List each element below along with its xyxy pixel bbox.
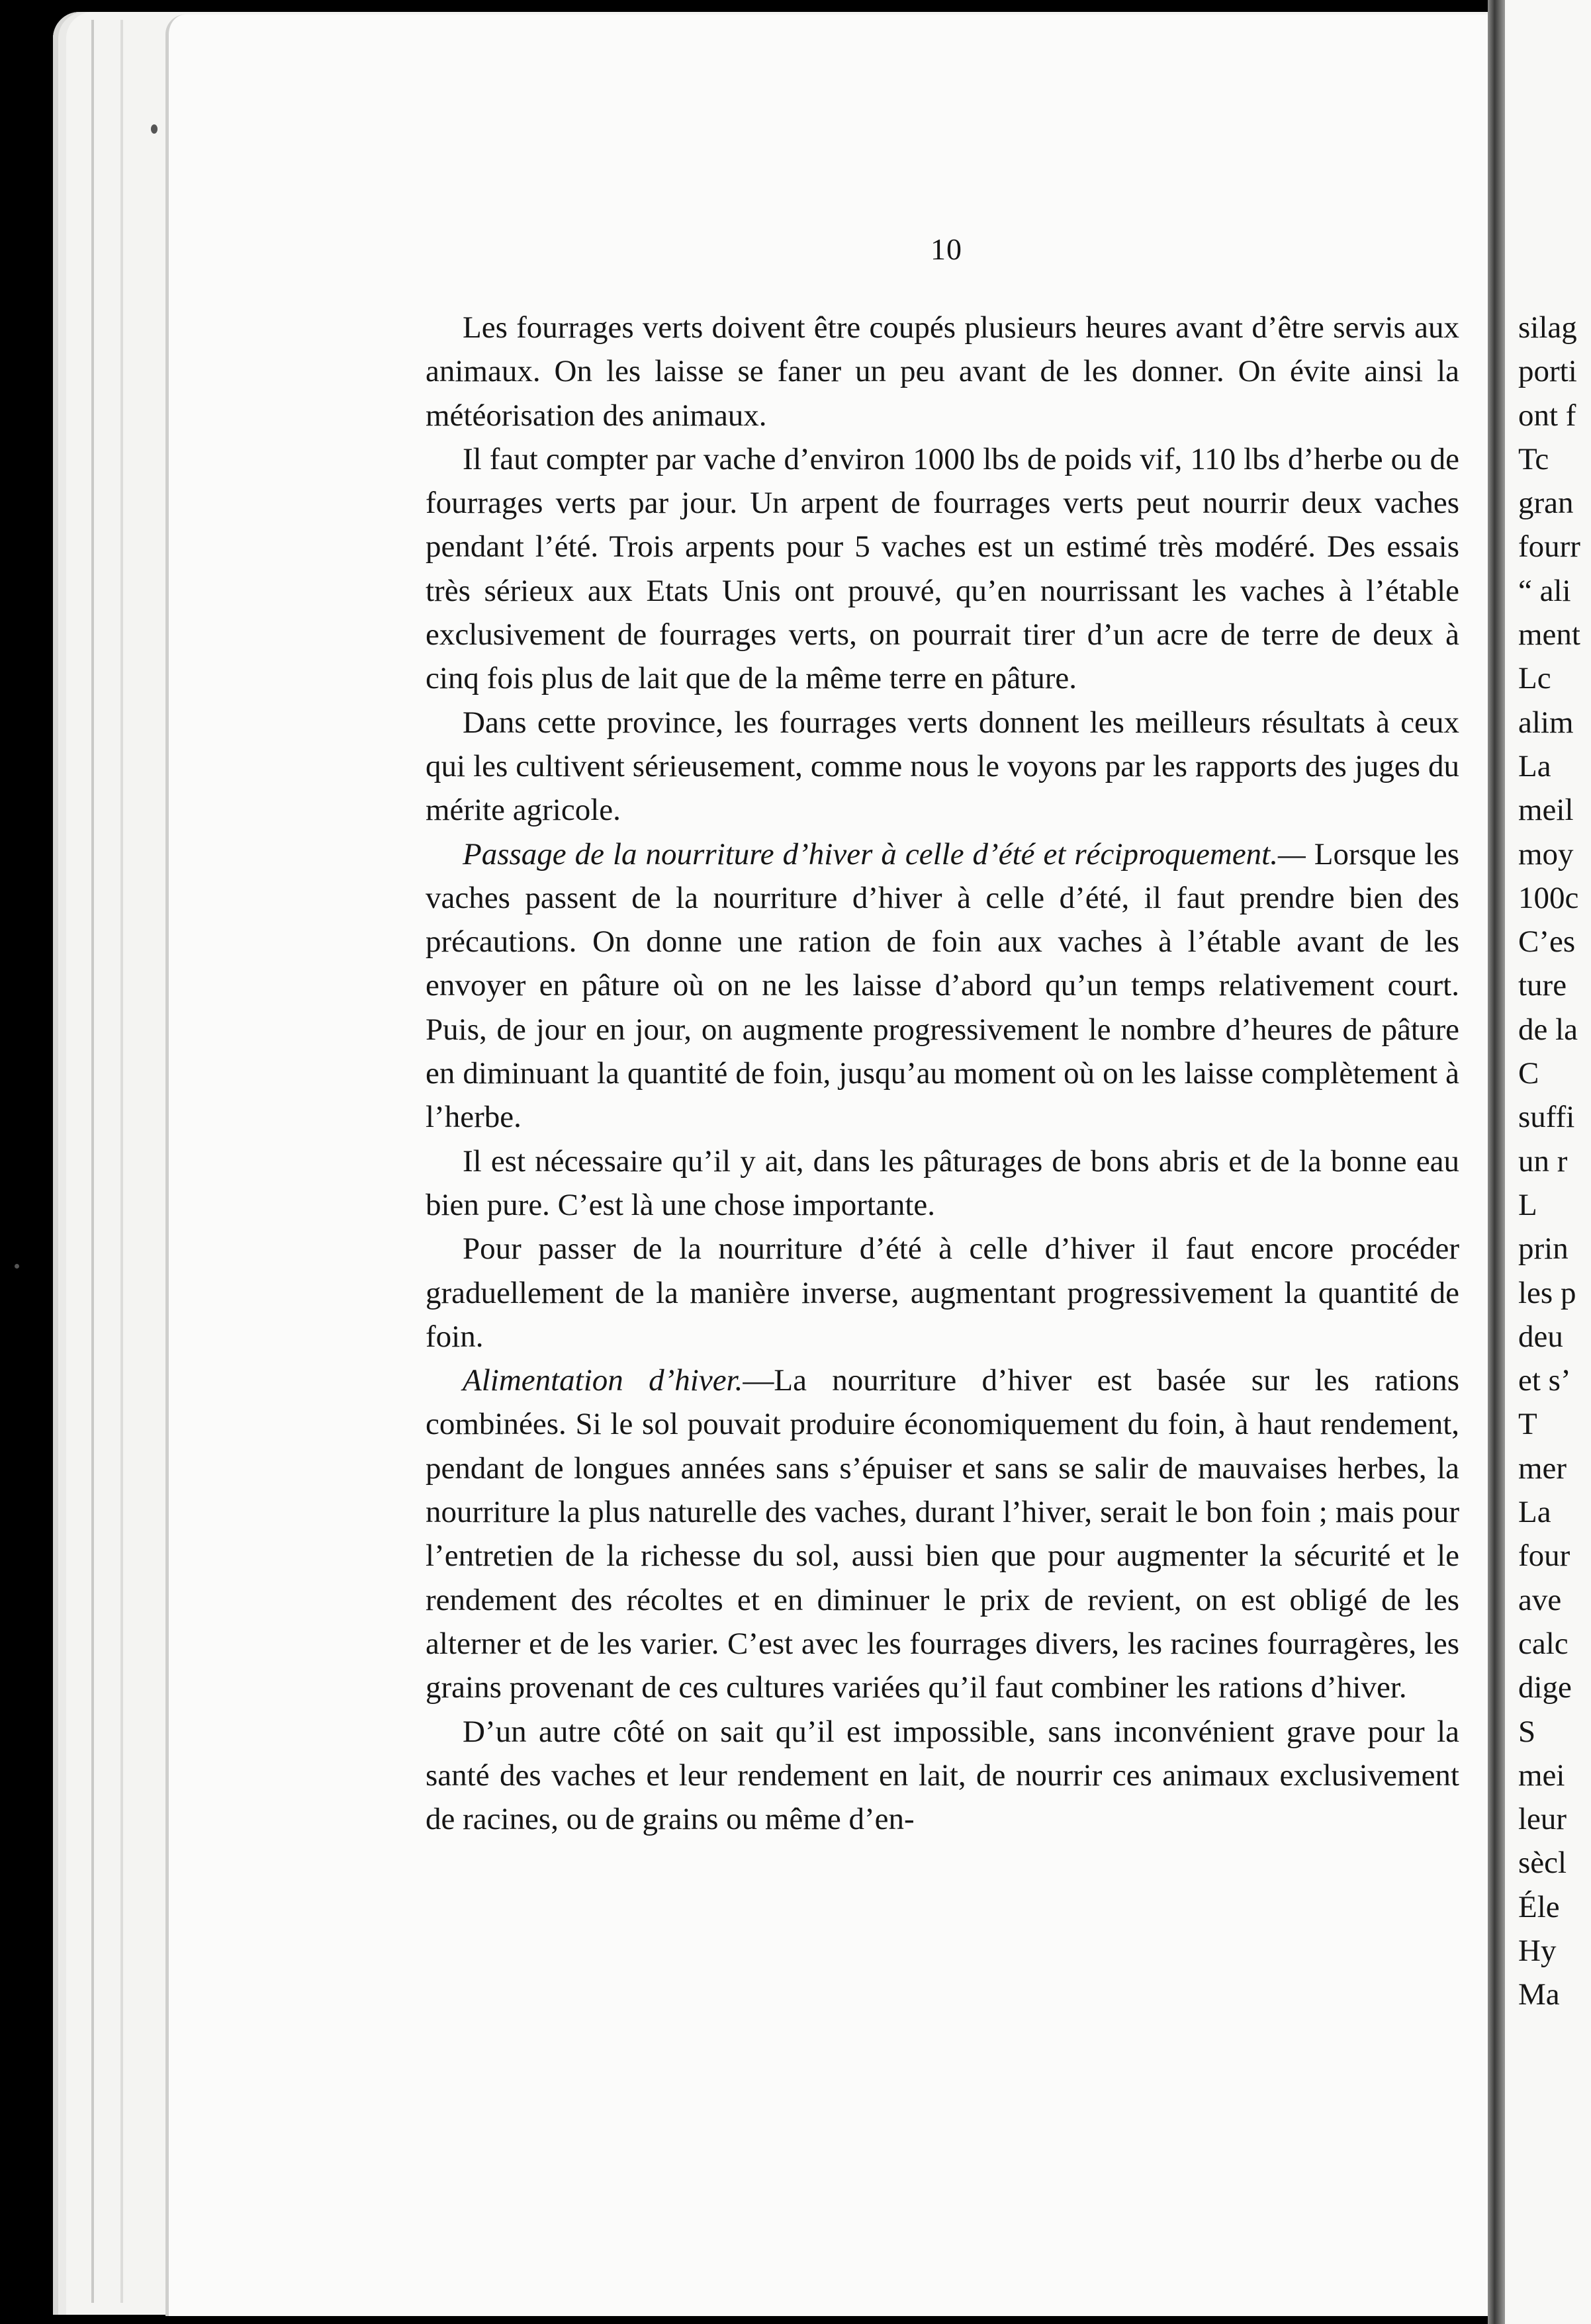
facing-page-line: calc [1518,1626,1568,1661]
paragraph: Pour passer de la nourriture d’été à celle d’hiver il faut encore procéder graduellement de la manière inverse, augmentant progressivement la quantité de foin. [426,1231,1459,1354]
facing-page-line: dige [1518,1670,1572,1705]
facing-page-line: “ ali [1518,573,1571,608]
facing-page-line: Lc [1518,661,1551,696]
book-gutter [1488,0,1505,2324]
facing-page-text [1518,306,1591,2017]
facing-page-line: ture [1518,968,1567,1003]
facing-page-line: ave [1518,1582,1562,1617]
facing-page-line: moy [1518,836,1574,871]
facing-page-line: La [1518,748,1551,783]
section-heading: Alimentation d’hiver. [463,1363,743,1398]
facing-page-line: C’es [1518,924,1576,960]
facing-page-line: Ma [1518,1977,1560,2012]
scan-speck [151,124,158,134]
facing-page-line: Éle [1518,1889,1560,1924]
facing-page-line: Tc [1518,441,1549,476]
facing-page-line: mei [1518,1758,1565,1793]
body-text [426,306,1459,1841]
paragraph-text: —La nourriture d’hiver est basée sur les rations combinées. Si le sol pouvait produire économiquement du foin, à haut rendement, pendant de longues années sans s’épuiser et sans se salir de mauvaises herbes, la nourriture la plus naturelle des vaches, durant l’hiver, serait le bon foin ; mais pour l’entretien de la richesse du sol, aussi bien que pour augmenter la sécurité et le rendement des récoltes et en diminuer le prix de revient, on est obligé de les alterner et de les varier. C’est avec les fourrages divers, les racines fourragères, les grains provenant de ces cultures variées qu’il faut combiner les rations d’hiver. [426,1363,1459,1705]
facing-page-line: gran [1518,486,1574,521]
facing-page-line: silag [1518,310,1577,345]
facing-page-line: prin [1518,1231,1568,1267]
facing-page-line: leur [1518,1802,1567,1837]
facing-page-line: ment [1518,617,1580,652]
facing-page-line: et s’ [1518,1363,1571,1398]
scan-speck [15,1264,19,1269]
facing-page-line: de la [1518,1012,1578,1047]
facing-page-line: porti [1518,354,1577,389]
paragraph: Dans cette province, les fourrages verts donnent les meilleurs résultats à ceux qui les cultivent sérieusement, comme nous le voyons par les rapports des juges du mérite agricole. [426,705,1459,828]
page-stack-lines [91,20,123,2303]
facing-page-line: les p [1518,1275,1576,1310]
paragraph-text: Lorsque les vaches passent de la nourriture d’hiver à celle d’été, il faut prendre bien des précautions. On donne une ration de foin aux vaches à l’étable avant de les envoyer en pâture où on ne les laisse d’abord qu’un temps relativement court. Puis, de jour en jour, on augmente progressivement le nombre d’heures de pâture en diminuant la quantité de foin, jusqu’au moment où on les laisse complètement à l’herbe. [426,836,1459,1135]
facing-page-line: alim [1518,705,1574,740]
facing-page-line: S [1518,1714,1536,1749]
facing-page-line: suffi [1518,1100,1575,1135]
paragraph: Il faut compter par vache d’environ 1000 lbs de poids vif, 110 lbs d’herbe ou de fourrages verts par jour. Un arpent de fourrages verts peut nourrir deux vaches pendant l’été. Trois arpents pour 5 vaches est un estimé très modéré. Des essais très sérieux aux Etats Unis ont prouvé, qu’en nourrissant les vaches à l’étable exclusivement de fourrages verts, on pourrait tirer d’un acre de terre de deux à cinq fois plus de lait que de la même terre en pâture. [426,441,1459,696]
paragraph: D’un autre côté on sait qu’il est impossible, sans inconvénient grave pour la santé des vaches et leur rendement en lait, de nourrir ces animaux exclusivement de racines, ou de grains ou même d’en- [426,1714,1459,1837]
facing-page-line: deu [1518,1319,1563,1354]
paragraph [426,832,1459,1140]
paragraph: Il est nécessaire qu’il y ait, dans les pâturages de bons abris et de la bonne eau bien pure. C’est là une chose importante. [426,1143,1459,1222]
facing-page-line: La [1518,1495,1551,1530]
facing-page-line: meil [1518,793,1574,828]
page-number: 10 [931,232,962,266]
facing-page-line: sècl [1518,1846,1567,1881]
facing-page-line: ont f [1518,398,1576,433]
paragraph: Les fourrages verts doivent être coupés plusieurs heures avant d’être servis aux animaux. On les laisse se faner un peu avant de les donner. On évite ainsi la météorisation des animaux. [426,310,1459,433]
facing-page [1505,0,1591,2324]
facing-page-line: T [1518,1407,1537,1442]
facing-page-line: Hy [1518,1933,1557,1968]
facing-page-line: L [1518,1187,1537,1222]
paragraph [426,1359,1459,1709]
facing-page-line: fourr [1518,529,1580,564]
facing-page-line: 100c [1518,880,1579,915]
facing-page-line: un r [1518,1143,1568,1179]
facing-page-line: C [1518,1056,1539,1091]
facing-page-line: mer [1518,1451,1567,1486]
facing-page-line: four [1518,1539,1570,1574]
section-heading: Passage de la nourriture d’hiver à celle d’été et réciproquement.— [463,836,1306,871]
